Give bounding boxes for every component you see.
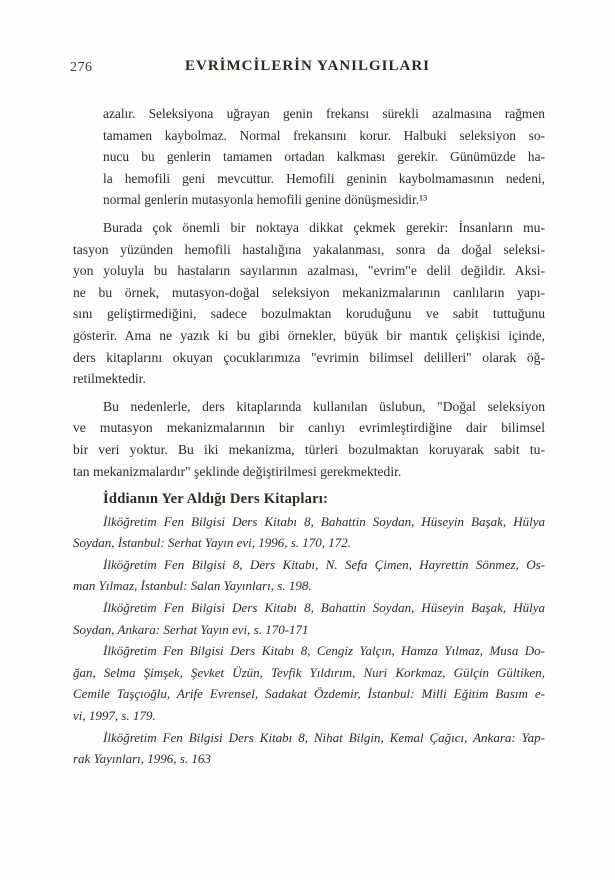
- text-line: retilmektedir.: [73, 371, 146, 387]
- quote-block: [103, 103, 545, 211]
- references-heading: İddianın Yer Aldığı Ders Kitapları:: [103, 491, 329, 508]
- text-line: rak Yayınları, 1996, s. 163: [73, 751, 211, 767]
- text-line: Cemile Taşçıoğlu, Arife Evrensel, Sadakat Özdemir, İstanbul: Milli Eğitim Basım e-: [73, 686, 545, 702]
- text-line: İlköğretim Fen Bilgisi Ders Kitabı 8, Cengiz Yalçın, Hamza Yılmaz, Musa Do-: [103, 643, 545, 659]
- reference-entry: [73, 511, 545, 554]
- text-line: ders kitaplarını okuyan çocuklarımıza "evrimin bilimsel delilleri" olarak öğ-: [73, 349, 545, 365]
- running-title: EVRİMCİLERİN YANILGILARI: [184, 58, 430, 74]
- text-line: la hemofili geni mevcuttur. Hemofili geninin kaybolmamasının nedeni,: [103, 170, 545, 186]
- text-line: ve mutasyon mekanizmalarının bir canlıyı evrimleştirdiğine dair bilimsel: [73, 420, 545, 436]
- reference-entry: [73, 727, 545, 770]
- reference-entry: [73, 640, 545, 726]
- text-line: azalır. Seleksiyona uğrayan genin frekansı sürekli azalmasına rağmen: [103, 106, 545, 121]
- text-line: İlköğretim Fen Bilgisi 8, Ders Kitabı, N. Sefa Çimen, Hayrettin Sönmez, Os-: [103, 556, 545, 572]
- reference-entry: [73, 554, 545, 597]
- text-line: gösterir. Ama ne yazık ki bu gibi örnekler, büyük bir mantık çelişkisi içinde,: [73, 327, 545, 343]
- text-line: İlköğretim Fen Bilgisi Ders Kitabı 8, Bahattin Soydan, Hüseyin Başak, Hülya: [103, 513, 545, 529]
- text-line: bir veri yoktur. Bu iki mekanizma, türleri bozulmaktan koruyarak sabit tu-: [73, 441, 545, 457]
- text-line: nucu bu genlerin tamamen ortadan kalkması gerekir. Günümüzde ha-: [103, 149, 545, 165]
- text-line: tan mekanizmalardır" şeklinde değiştirilmesi gerekmektedir.: [73, 463, 402, 479]
- page-number: 276: [70, 60, 93, 75]
- text-line: man Yılmaz, İstanbul: Salan Yayınları, s. 198.: [73, 578, 312, 594]
- text-line: tamamen kaybolmaz. Normal frekansını korur. Halbuki seleksiyon so-: [103, 127, 545, 143]
- paragraph: [73, 396, 545, 482]
- text-line: Burada çok önemli bir noktaya dikkat çekmek gerekir: İnsanların mu-: [103, 219, 545, 235]
- text-line: tasyon yüzünden hemofili hastalığına yakalanması, sonra da doğal seleksi-: [73, 241, 545, 257]
- reference-entry: [73, 597, 545, 640]
- text-column: [73, 103, 545, 770]
- text-line: ne bu örnek, mutasyon-doğal seleksiyon mekanizmalarının canlıların yapı-: [73, 284, 545, 300]
- text-line: Bu nedenlerle, ders kitaplarında kullanılan üslubun, "Doğal seleksiyon: [103, 398, 545, 414]
- text-line: İlköğretim Fen Bilgisi Ders Kitabı 8, Bahattin Soydan, Hüseyin Başak, Hülya: [103, 600, 545, 616]
- page-header: [0, 58, 615, 78]
- text-line: ğan, Selma Şimşek, Şevket Üzün, Tevfik Yıldırım, Nuri Korkmaz, Gülçin Gültiken,: [73, 664, 545, 680]
- text-line: Soydan, Ankara: Serhat Yayın evi, s. 170-171: [73, 621, 309, 637]
- text-line: normal genlerin mutasyonla hemofili genine dönüşmesidir.¹³: [103, 192, 428, 208]
- paragraph: [73, 217, 545, 390]
- text-line: Soydan, İstanbul: Serhat Yayın evi, 1996, s. 170, 172.: [73, 535, 352, 551]
- text-line: sını geliştirmediğini, sadece bozulmaktan koruduğunu ve sabit tuttuğunu: [73, 306, 545, 322]
- text-line: yon yoluyla bu hastaların sayılarının azalması, "evrim"e delil değildir. Aksi-: [73, 263, 545, 279]
- text-line: İlköğretim Fen Bilgisi Ders Kitabı 8, Nihat Bilgin, Kemal Çağıcı, Ankara: Yap-: [103, 729, 545, 745]
- text-line: vi, 1997, s. 179.: [73, 708, 156, 724]
